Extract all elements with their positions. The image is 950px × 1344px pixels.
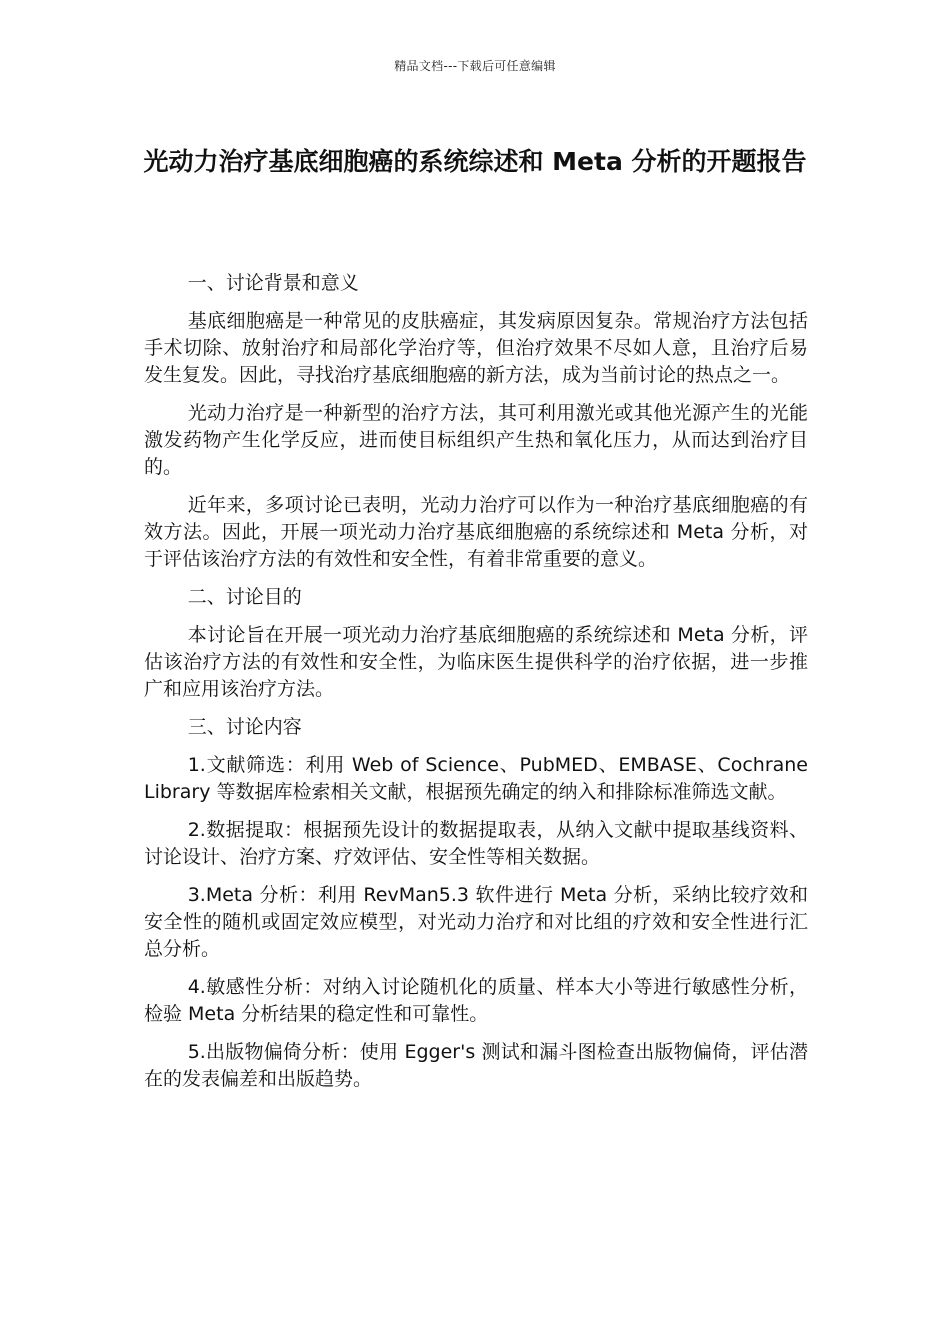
section-heading-content: 三、讨论内容 bbox=[187, 716, 302, 738]
list-item-sensitivity-analysis: 4.敏感性分析：对纳入讨论随机化的质量、样本大小等进行敏感性分析，检验 Meta 分析结果的稳定性和可靠性。 bbox=[144, 976, 808, 1025]
list-item-data-extraction: 2.数据提取：根据预先设计的数据提取表，从纳入文献中提取基线资料、讨论设计、治疗方案、疗效评估、安全性等相关数据。 bbox=[144, 819, 808, 868]
list-item-literature-screening: 1.文献筛选：利用 Web of Science、PubMED、EMBASE、Cochrane Library 等数据库检索相关文献，根据预先确定的纳入和排除标准筛选文献。 bbox=[144, 754, 808, 803]
section-heading-purpose: 二、讨论目的 bbox=[187, 586, 302, 608]
list-item-meta-analysis: 3.Meta 分析：利用 RevMan5.3 软件进行 Meta 分析，采纳比较疗效和安全性的随机或固定效应模型，对光动力治疗和对比组的疗效和安全性进行汇总分析。 bbox=[144, 884, 808, 960]
list-item-publication-bias: 5.出版物偏倚分析：使用 Egger's 测试和漏斗图检查出版物偏倚，评估潜在的发表偏差和出版趋势。 bbox=[144, 1041, 808, 1090]
paragraph-background-3: 近年来，多项讨论已表明，光动力治疗可以作为一种治疗基底细胞癌的有效方法。因此，开展一项光动力治疗基底细胞癌的系统综述和 Meta 分析，对于评估该治疗方法的有效性和安全性，有着非常重要的意义。 bbox=[144, 494, 808, 570]
header-note: 精品文档---下载后可任意编辑 bbox=[394, 59, 556, 73]
section-heading-background: 一、讨论背景和意义 bbox=[187, 272, 359, 294]
paragraph-background-2: 光动力治疗是一种新型的治疗方法，其可利用激光或其他光源产生的光能激发药物产生化学反应，进而使目标组织产生热和氧化压力，从而达到治疗目的。 bbox=[144, 402, 808, 478]
document-title: 光动力治疗基底细胞癌的系统综述和 Meta 分析的开题报告 bbox=[143, 147, 807, 176]
paragraph-purpose: 本讨论旨在开展一项光动力治疗基底细胞癌的系统综述和 Meta 分析，评估该治疗方法的有效性和安全性，为临床医生提供科学的治疗依据，进一步推广和应用该治疗方法。 bbox=[144, 624, 808, 700]
document-body bbox=[144, 270, 808, 1104]
paragraph-background-1: 基底细胞癌是一种常见的皮肤癌症，其发病原因复杂。常规治疗方法包括手术切除、放射治疗和局部化学治疗等，但治疗效果不尽如人意，且治疗后易发生复发。因此，寻找治疗基底细胞癌的新方法，成为当前讨论的热点之一。 bbox=[144, 310, 808, 386]
